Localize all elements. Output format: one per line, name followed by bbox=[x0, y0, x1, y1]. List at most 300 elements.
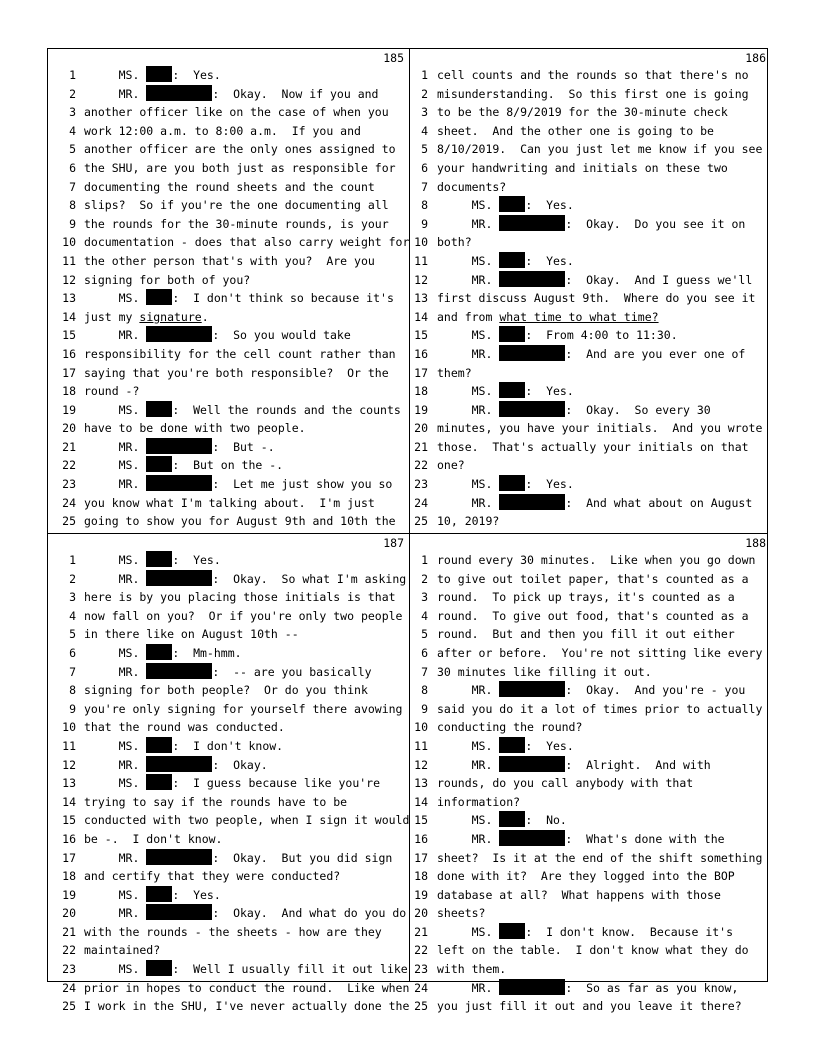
line-text: : Alright. And with bbox=[565, 757, 711, 772]
line-number: 3 bbox=[69, 105, 76, 120]
line-text: responsibility for the cell count rather than bbox=[84, 346, 396, 361]
line-number: 2 bbox=[421, 86, 428, 101]
line-number: 19 bbox=[414, 887, 428, 902]
line-text: that the round was conducted. bbox=[84, 720, 285, 735]
line-number: 17 bbox=[62, 850, 76, 865]
line-number: 14 bbox=[414, 309, 428, 324]
line-text: MS. bbox=[437, 384, 500, 399]
line-text: : I don't know. Because it's bbox=[525, 924, 734, 939]
transcript-line bbox=[48, 326, 408, 345]
line-number: 20 bbox=[62, 906, 76, 921]
transcript-line bbox=[48, 756, 408, 775]
line-text: MR. bbox=[84, 477, 147, 492]
line-text: MR. bbox=[437, 272, 500, 287]
transcript-line bbox=[410, 923, 770, 942]
line-text: MR. bbox=[437, 831, 500, 846]
redaction-block bbox=[146, 886, 172, 902]
redaction-block bbox=[146, 570, 212, 586]
redaction-block bbox=[499, 737, 525, 753]
line-number: 18 bbox=[62, 384, 76, 399]
line-number: 5 bbox=[421, 142, 428, 157]
transcript-line bbox=[410, 774, 770, 793]
line-text: MR. bbox=[84, 86, 147, 101]
transcript-line bbox=[410, 271, 770, 290]
line-number: 7 bbox=[69, 179, 76, 194]
line-number: 19 bbox=[62, 887, 76, 902]
redaction-block bbox=[499, 979, 565, 995]
line-text: MR. bbox=[437, 495, 500, 510]
line-number: 25 bbox=[414, 999, 428, 1014]
transcript-line bbox=[48, 85, 408, 104]
line-text: : And what about on August bbox=[565, 495, 753, 510]
transcript-page-188 bbox=[410, 534, 770, 1018]
redaction-block bbox=[146, 326, 212, 342]
line-text: the other person that's with you? Are you bbox=[84, 253, 375, 268]
line-number: 9 bbox=[69, 701, 76, 716]
transcript-grid bbox=[47, 48, 768, 1014]
line-number: 8 bbox=[421, 198, 428, 213]
line-number: 4 bbox=[69, 608, 76, 623]
transcript-line bbox=[410, 811, 770, 830]
line-text: round. To give out food, that's counted as a bbox=[437, 608, 749, 623]
transcript-line bbox=[48, 941, 408, 960]
line-number: 23 bbox=[414, 962, 428, 977]
line-number: 11 bbox=[62, 738, 76, 753]
line-text: sheet. And the other one is going to be bbox=[437, 123, 714, 138]
transcript-line bbox=[48, 289, 408, 308]
line-text: : What's done with the bbox=[565, 831, 725, 846]
line-number: 17 bbox=[414, 850, 428, 865]
line-number: 22 bbox=[414, 458, 428, 473]
redaction-block bbox=[146, 551, 172, 567]
transcript-line bbox=[48, 512, 408, 531]
transcript-line bbox=[410, 494, 770, 513]
line-text: one? bbox=[437, 458, 465, 473]
line-text: be -. I don't know. bbox=[84, 831, 223, 846]
line-number: 16 bbox=[62, 831, 76, 846]
redaction-block bbox=[146, 475, 212, 491]
transcript-line bbox=[410, 867, 770, 886]
transcript-line bbox=[48, 663, 408, 682]
transcript-line bbox=[48, 196, 408, 215]
page-number: 188 bbox=[745, 536, 766, 550]
transcript-line bbox=[48, 271, 408, 290]
line-text: here is by you placing those initials is that bbox=[84, 590, 396, 605]
transcript-line bbox=[48, 830, 408, 849]
line-number: 4 bbox=[421, 608, 428, 623]
transcript-line bbox=[410, 401, 770, 420]
redaction-block bbox=[146, 904, 212, 920]
transcript-line bbox=[48, 401, 408, 420]
line-number: 3 bbox=[421, 590, 428, 605]
line-text: MR. bbox=[437, 683, 500, 698]
line-text: another officer are the only ones assigned to bbox=[84, 142, 396, 157]
line-number: 21 bbox=[62, 439, 76, 454]
line-text: 30 minutes like filling it out. bbox=[437, 664, 652, 679]
line-number: 22 bbox=[414, 943, 428, 958]
transcript-line bbox=[48, 718, 408, 737]
transcript-line bbox=[410, 326, 770, 345]
line-text: round every 30 minutes. Like when you go down bbox=[437, 553, 756, 567]
transcript-line bbox=[48, 644, 408, 663]
line-number: 24 bbox=[414, 495, 428, 510]
line-text: trying to say if the rounds have to be bbox=[84, 794, 348, 809]
line-text: : Yes. bbox=[525, 738, 574, 753]
redaction-block bbox=[146, 960, 172, 976]
redaction-block bbox=[499, 401, 565, 417]
redaction-block bbox=[499, 196, 525, 212]
line-number: 25 bbox=[62, 999, 76, 1014]
line-text: MS. bbox=[84, 458, 147, 473]
line-number: 7 bbox=[421, 664, 428, 679]
transcript-line bbox=[410, 196, 770, 215]
line-number: 23 bbox=[62, 477, 76, 492]
transcript-line bbox=[410, 644, 770, 663]
transcript-line bbox=[410, 793, 770, 812]
redaction-block bbox=[146, 663, 212, 679]
line-text: : I guess because like you're bbox=[172, 776, 381, 791]
line-text: documents? bbox=[437, 179, 507, 194]
line-text: : Okay. bbox=[212, 757, 268, 772]
line-number: 2 bbox=[421, 571, 428, 586]
line-text: conducting the round? bbox=[437, 720, 583, 735]
line-text: sheets? bbox=[437, 906, 486, 921]
page-number: 186 bbox=[745, 51, 766, 65]
transcript-line bbox=[48, 997, 408, 1016]
line-text: MS. bbox=[437, 253, 500, 268]
redaction-block bbox=[146, 644, 172, 660]
line-number: 15 bbox=[62, 813, 76, 828]
transcript-line bbox=[410, 512, 770, 531]
line-number: 23 bbox=[414, 477, 428, 492]
line-text: information? bbox=[437, 794, 521, 809]
transcript-line bbox=[48, 811, 408, 830]
line-text: : Okay. So what I'm asking bbox=[212, 571, 407, 586]
transcript-line bbox=[48, 774, 408, 793]
line-text: you just fill it out and you leave it there? bbox=[437, 999, 742, 1014]
transcript-line bbox=[48, 475, 408, 494]
line-number: 1 bbox=[69, 553, 76, 567]
transcript-line bbox=[410, 849, 770, 868]
line-text: : Okay. And I guess we'll bbox=[565, 272, 753, 287]
line-number: 12 bbox=[414, 757, 428, 772]
transcript-line bbox=[410, 289, 770, 308]
line-number: 11 bbox=[414, 253, 428, 268]
line-text: MR. bbox=[84, 439, 147, 454]
transcript-line bbox=[410, 140, 770, 159]
line-text: MR. bbox=[437, 980, 500, 995]
redaction-block bbox=[146, 438, 212, 454]
line-text: : Okay. Now if you and bbox=[212, 86, 379, 101]
transcript-line bbox=[48, 793, 408, 812]
line-text: MS. bbox=[84, 402, 147, 417]
line-text: MR. bbox=[84, 906, 147, 921]
line-text: cell counts and the rounds so that there's no bbox=[437, 68, 749, 82]
transcript-page-186 bbox=[410, 49, 770, 533]
line-text: : From 4:00 to 11:30. bbox=[525, 328, 678, 343]
line-number: 14 bbox=[62, 309, 76, 324]
line-number: 11 bbox=[414, 738, 428, 753]
line-text: you know what I'm talking about. I'm just bbox=[84, 495, 375, 510]
transcript-line bbox=[410, 997, 770, 1016]
transcript-line bbox=[48, 625, 408, 644]
line-text: MS. bbox=[84, 553, 147, 567]
line-text: with them. bbox=[437, 962, 507, 977]
transcript-line bbox=[48, 140, 408, 159]
line-text: MS. bbox=[437, 738, 500, 753]
line-text: : No. bbox=[525, 813, 567, 828]
line-number: 10 bbox=[414, 235, 428, 250]
line-text: : Let me just show you so bbox=[212, 477, 393, 492]
line-text: documentation - does that also carry weight for bbox=[84, 235, 410, 250]
transcript-line bbox=[48, 66, 408, 85]
line-text: what time to what time? bbox=[499, 309, 659, 324]
line-number: 9 bbox=[421, 701, 428, 716]
transcript-line bbox=[410, 252, 770, 271]
line-number: 4 bbox=[421, 123, 428, 138]
line-text: you're only signing for yourself there avowing bbox=[84, 701, 403, 716]
transcript-line bbox=[410, 345, 770, 364]
transcript-line bbox=[410, 308, 770, 327]
line-number: 6 bbox=[421, 160, 428, 175]
line-text: those. That's actually your initials on that bbox=[437, 439, 749, 454]
line-number: 21 bbox=[414, 439, 428, 454]
transcript-line bbox=[410, 625, 770, 644]
line-text: after or before. You're not sitting like every bbox=[437, 645, 763, 660]
line-text: : Okay. But you did sign bbox=[212, 850, 393, 865]
line-number: 1 bbox=[421, 68, 428, 82]
line-number: 15 bbox=[414, 813, 428, 828]
line-text: : Yes. bbox=[172, 553, 221, 567]
redaction-block bbox=[146, 289, 172, 305]
redaction-block bbox=[499, 382, 525, 398]
transcript-line bbox=[410, 233, 770, 252]
line-number: 3 bbox=[421, 105, 428, 120]
line-text: : Well the rounds and the counts bbox=[172, 402, 401, 417]
redaction-block bbox=[146, 737, 172, 753]
line-number: 6 bbox=[69, 160, 76, 175]
transcript-line bbox=[410, 122, 770, 141]
line-number: 13 bbox=[414, 776, 428, 791]
line-text: MR. bbox=[437, 402, 500, 417]
line-text: MS. bbox=[84, 291, 147, 306]
line-number: 5 bbox=[421, 627, 428, 642]
transcript-line bbox=[410, 475, 770, 494]
transcript-line bbox=[410, 960, 770, 979]
redaction-block bbox=[146, 85, 212, 101]
line-number: 6 bbox=[69, 645, 76, 660]
line-text: : Yes. bbox=[525, 477, 574, 492]
line-number: 21 bbox=[414, 924, 428, 939]
line-number: 1 bbox=[421, 553, 428, 567]
redaction-block bbox=[499, 811, 525, 827]
line-number: 13 bbox=[62, 291, 76, 306]
line-number: 10 bbox=[62, 235, 76, 250]
line-text: MS. bbox=[84, 776, 147, 791]
line-text: MS. bbox=[437, 328, 500, 343]
line-text: MS. bbox=[84, 738, 147, 753]
line-text: your handwriting and initials on these two bbox=[437, 160, 728, 175]
transcript-line bbox=[48, 737, 408, 756]
redaction-block bbox=[499, 756, 565, 772]
line-number: 19 bbox=[414, 402, 428, 417]
line-number: 24 bbox=[62, 495, 76, 510]
line-text: MR. bbox=[84, 664, 147, 679]
line-text: I work in the SHU, I've never actually done the bbox=[84, 999, 410, 1014]
redaction-block bbox=[499, 830, 565, 846]
line-text: documenting the round sheets and the count bbox=[84, 179, 375, 194]
line-number: 18 bbox=[62, 869, 76, 884]
line-text: : Yes. bbox=[525, 384, 574, 399]
line-text: round -? bbox=[84, 384, 140, 399]
redaction-block bbox=[499, 252, 525, 268]
redaction-block bbox=[146, 849, 212, 865]
line-text: round. But and then you fill it out either bbox=[437, 627, 735, 642]
line-number: 17 bbox=[62, 365, 76, 380]
line-number: 1 bbox=[69, 68, 76, 82]
transcript-line bbox=[48, 867, 408, 886]
line-text: MS. bbox=[84, 645, 147, 660]
line-number: 5 bbox=[69, 627, 76, 642]
line-text: sheet? Is it at the end of the shift something bbox=[437, 850, 763, 865]
line-text: MR. bbox=[437, 757, 500, 772]
transcript-line bbox=[48, 923, 408, 942]
line-text: minutes, you have your initials. And you wrote bbox=[437, 421, 763, 436]
transcript-line bbox=[410, 551, 770, 570]
transcript-line bbox=[410, 756, 770, 775]
redaction-block bbox=[499, 475, 525, 491]
line-number: 4 bbox=[69, 123, 76, 138]
line-number: 10 bbox=[414, 720, 428, 735]
transcript-line bbox=[410, 681, 770, 700]
line-number: 8 bbox=[69, 198, 76, 213]
line-text: have to be done with two people. bbox=[84, 421, 306, 436]
line-number: 14 bbox=[62, 794, 76, 809]
line-text: misunderstanding. So this first one is going bbox=[437, 86, 749, 101]
redaction-block bbox=[499, 494, 565, 510]
transcript-line bbox=[410, 438, 770, 457]
line-text: now fall on you? Or if you're only two people bbox=[84, 608, 403, 623]
line-number: 22 bbox=[62, 458, 76, 473]
line-number: 21 bbox=[62, 924, 76, 939]
redaction-block bbox=[146, 66, 172, 82]
line-number: 8 bbox=[421, 683, 428, 698]
transcript-line bbox=[48, 570, 408, 589]
transcript-line bbox=[410, 456, 770, 475]
line-text: 8/10/2019. Can you just let me know if you see bbox=[437, 142, 763, 157]
redaction-block bbox=[499, 271, 565, 287]
line-number: 18 bbox=[414, 869, 428, 884]
transcript-line bbox=[48, 419, 408, 438]
line-text: going to show you for August 9th and 10th the bbox=[84, 514, 396, 529]
line-text: the rounds for the 30-minute rounds, is your bbox=[84, 216, 389, 231]
line-text: signing for both people? Or do you think bbox=[84, 683, 368, 698]
line-number: 12 bbox=[414, 272, 428, 287]
line-number: 14 bbox=[414, 794, 428, 809]
line-text: : Mm-hmm. bbox=[172, 645, 242, 660]
transcript-line bbox=[48, 178, 408, 197]
line-text: MS. bbox=[437, 198, 500, 213]
line-number: 13 bbox=[62, 776, 76, 791]
line-text: saying that you're both responsible? Or the bbox=[84, 365, 389, 380]
redaction-block bbox=[499, 345, 565, 361]
line-number: 2 bbox=[69, 86, 76, 101]
transcript-line bbox=[410, 419, 770, 438]
transcript-line bbox=[410, 178, 770, 197]
line-text: round. To pick up trays, it's counted as a bbox=[437, 590, 735, 605]
line-text: . bbox=[201, 309, 209, 324]
line-text: and certify that they were conducted? bbox=[84, 869, 341, 884]
line-text: MS. bbox=[437, 813, 500, 828]
redaction-block bbox=[499, 326, 525, 342]
transcript-line bbox=[48, 607, 408, 626]
line-text: another officer like on the case of when you bbox=[84, 105, 389, 120]
line-text: : -- are you basically bbox=[212, 664, 372, 679]
line-text: MR. bbox=[437, 346, 500, 361]
transcript-line bbox=[48, 979, 408, 998]
transcript-page-187 bbox=[48, 534, 408, 1018]
line-number: 20 bbox=[414, 906, 428, 921]
transcript-line bbox=[48, 122, 408, 141]
transcript-line bbox=[48, 252, 408, 271]
line-text: conducted with two people, when I sign it would bbox=[84, 813, 410, 828]
line-text: : But on the -. bbox=[172, 458, 284, 473]
redaction-block bbox=[499, 215, 565, 231]
transcript-line bbox=[48, 438, 408, 457]
redaction-block bbox=[146, 456, 172, 472]
transcript-line bbox=[48, 215, 408, 234]
transcript-line bbox=[48, 159, 408, 178]
line-number: 9 bbox=[421, 216, 428, 231]
line-number: 22 bbox=[62, 943, 76, 958]
line-text: MS. bbox=[84, 887, 147, 902]
line-number: 15 bbox=[62, 328, 76, 343]
line-text: : Okay. So every 30 bbox=[565, 402, 711, 417]
line-text: 10, 2019? bbox=[437, 514, 500, 529]
transcript-line bbox=[410, 588, 770, 607]
line-number: 3 bbox=[69, 590, 76, 605]
transcript-line bbox=[410, 215, 770, 234]
line-text: first discuss August 9th. Where do you see it bbox=[437, 291, 756, 306]
line-number: 25 bbox=[414, 514, 428, 529]
line-text: : And are you ever one of bbox=[565, 346, 746, 361]
line-number: 6 bbox=[421, 645, 428, 660]
transcript-line bbox=[410, 830, 770, 849]
transcript-line bbox=[48, 551, 408, 570]
transcript-line bbox=[410, 663, 770, 682]
transcript-line bbox=[410, 904, 770, 923]
line-text: prior in hopes to conduct the round. Like when bbox=[84, 980, 410, 995]
transcript-line bbox=[410, 364, 770, 383]
line-number: 20 bbox=[414, 421, 428, 436]
line-number: 5 bbox=[69, 142, 76, 157]
line-number: 23 bbox=[62, 962, 76, 977]
transcript-line bbox=[48, 456, 408, 475]
line-number: 13 bbox=[414, 291, 428, 306]
line-number: 16 bbox=[414, 346, 428, 361]
page-number: 185 bbox=[383, 51, 404, 65]
line-text: : Well I usually fill it out like bbox=[172, 962, 408, 977]
line-text: MS. bbox=[437, 924, 500, 939]
transcript-line bbox=[410, 159, 770, 178]
line-text: : Yes. bbox=[525, 253, 574, 268]
redaction-block bbox=[146, 774, 172, 790]
line-text: : So you would take bbox=[212, 328, 351, 343]
line-number: 25 bbox=[62, 514, 76, 529]
transcript-line bbox=[48, 308, 408, 327]
line-text: : Okay. And what do you do bbox=[212, 906, 407, 921]
line-number: 7 bbox=[69, 664, 76, 679]
